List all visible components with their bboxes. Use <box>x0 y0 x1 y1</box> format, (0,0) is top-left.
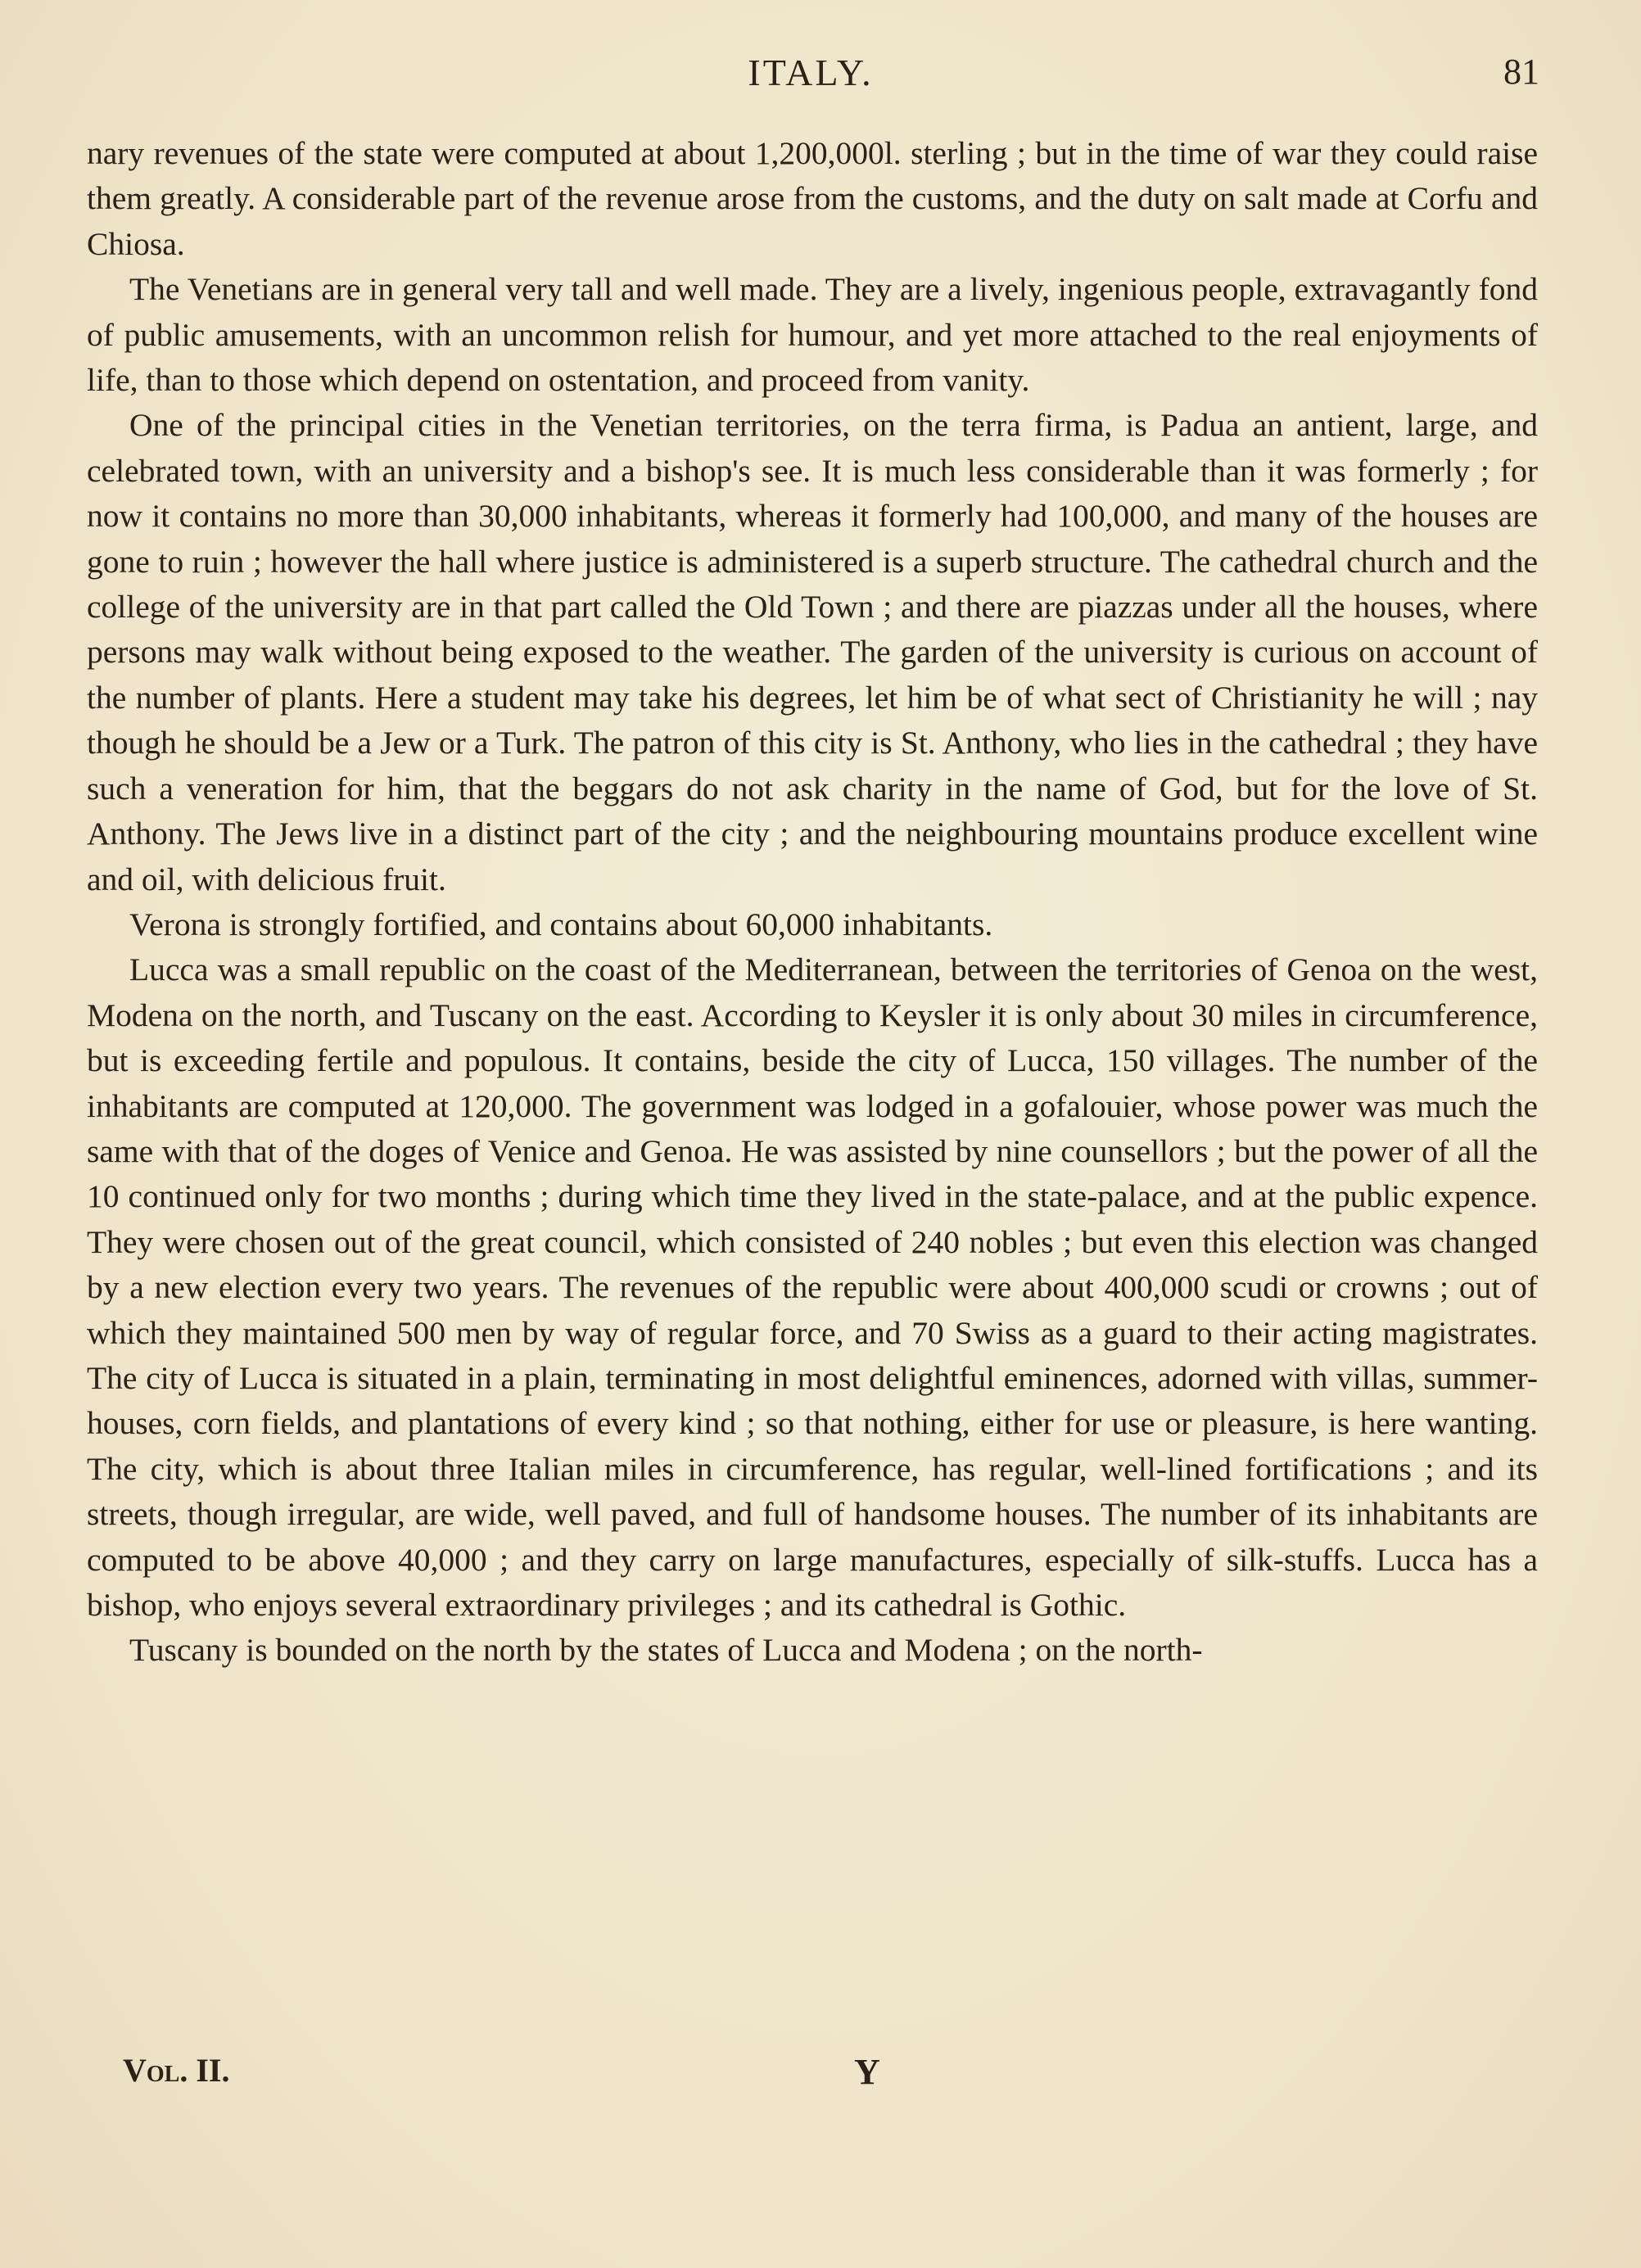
paragraph-lucca: Lucca was a small republic on the coast of the Mediterranean, between the territories of Genoa on the west, Modena on the north, and Tuscany on the east. According to Keysler it is only about 30 miles in circumference, but is exceeding fertile and populous. It contains, beside the city of Lucca, 150 villages. The number of the inhabitants are computed at 120,000. The government was lodged in a gofalouier, whose power was much the same with that of the doges of Venice and Genoa. He was assisted by nine counsellors ; but the power of all the 10 continued only for two months ; during which time they lived in the state-palace, and at the public expence. They were chosen out of the great council, which consisted of 240 nobles ; but even this election was changed by a new election every two years. The revenues of the republic were about 400,000 scudi or crowns ; out of which they maintained 500 men by way of regular force, and 70 Swiss as a guard to their acting magistrates. The city of Lucca is situated in a plain, terminating in most delightful eminences, adorned with villas, summer-houses, corn fields, and plantations of every kind ; so that nothing, either for use or pleasure, is here wanting. The city, which is about three Italian miles in circumference, has regular, well-lined fortifications ; and its streets, though irregular, are wide, well paved, and full of handsome houses. The number of its inhabitants are computed to be above 40,000 ; and they carry on large manufactures, especially of silk-stuffs. Lucca has a bishop, who enjoys several extraordinary privileges ; and its cathedral is Gothic. <box>87 951 1538 1623</box>
signature-mark: Y <box>854 2052 880 2092</box>
body-text <box>87 131 1538 1674</box>
paragraph-venice-revenues: nary revenues of the state were computed at about 1,200,000l. sterling ; but in the time of war they could raise them greatly. A considerable part of the revenue arose from the customs, and the duty on salt made at Corfu and Chiosa. <box>87 135 1538 262</box>
page-footer <box>123 2051 1515 2100</box>
page-header <box>82 51 1539 108</box>
paragraph-venetians: The Venetians are in general very tall and well made. They are a lively, ingenious people, extravagantly fond of public amusements, with an uncommon relish for humour, and yet more attached to the real enjoyments of life, than to those which depend on ostentation, and proceed from vanity. <box>87 271 1538 399</box>
paragraph-verona: Verona is strongly fortified, and contains about 60,000 inhabitants. <box>129 906 993 942</box>
running-title: ITALY. <box>748 52 874 93</box>
paragraph-padua: One of the principal cities in the Venetian territories, on the terra firma, is Padua an antient, large, and celebrated town, with an university and a bishop's see. It is much less considerable than it was formerly ; for now it contains no more than 30,000 inhabitants, whereas it formerly had 100,000, and many of the houses are gone to ruin ; however the hall where justice is administered is a superb structure. The cathedral church and the college of the university are in that part called the Old Town ; and there are piazzas under all the houses, where persons may walk without being exposed to the weather. The garden of the university is curious on account of the number of plants. Here a student may take his degrees, let him be of what sect of Christianity he will ; nay though he should be a Jew or a Turk. The patron of this city is St. Anthony, who lies in the cathedral ; they have such a veneration for him, that the beggars do not ask charity in the name of God, but for the love of St. Anthony. The Jews live in a distinct part of the city ; and the neighbouring mountains produce excellent wine and oil, with delicious fruit. <box>87 407 1538 897</box>
paragraph-tuscany: Tuscany is bounded on the north by the states of Lucca and Modena ; on the north- <box>129 1632 1203 1669</box>
volume-label: Vol. II. <box>123 2052 230 2089</box>
page-number: 81 <box>1503 52 1539 92</box>
